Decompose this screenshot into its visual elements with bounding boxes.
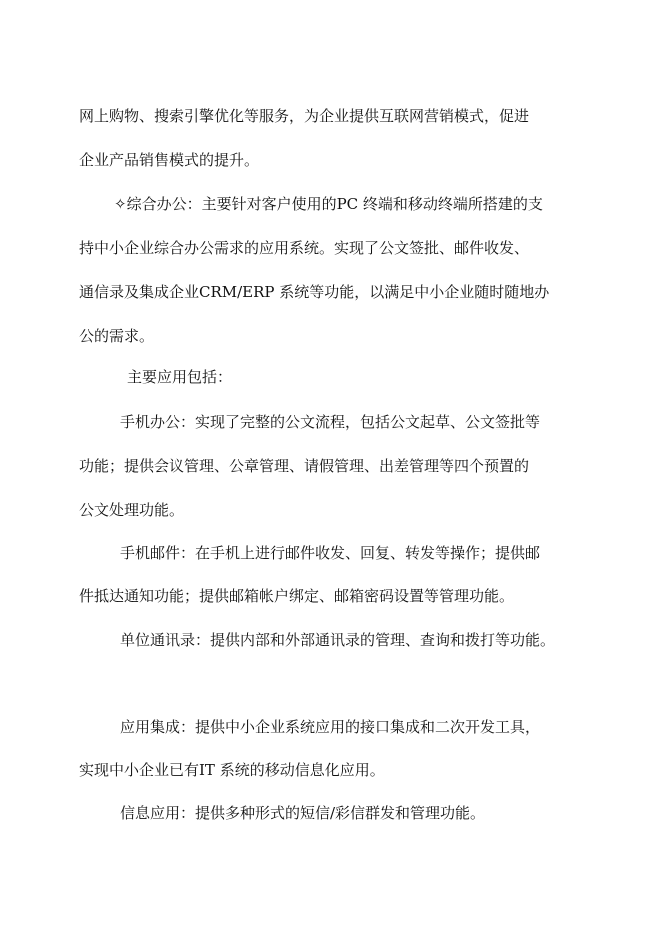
text-line: 网上购物、搜索引擎优化等服务，为企业提供互联网营销模式，促进 xyxy=(79,107,530,125)
text-line: ✧综合办公：主要针对客户使用的PC 终端和移动终端所搭建的支 xyxy=(114,195,543,213)
text-line: 应用集成：提供中小企业系统应用的接口集成和二次开发工具， xyxy=(120,718,541,736)
text-line: 功能；提供会议管理、公章管理、请假管理、出差管理等四个预置的 xyxy=(79,457,530,475)
text-line: 持中小企业综合办公需求的应用系统。实现了公文签批、邮件收发、 xyxy=(79,239,530,257)
text-line: 公文处理功能。 xyxy=(79,501,185,519)
text-line: 主要应用包括： xyxy=(127,368,233,386)
text-line: 信息应用：提供多种形式的短信/彩信群发和管理功能。 xyxy=(120,804,486,822)
text-line: 手机办公：实现了完整的公文流程，包括公文起草、公文签批等 xyxy=(120,413,541,431)
text-line: 企业产品销售模式的提升。 xyxy=(79,151,260,169)
text-line: 手机邮件：在手机上进行邮件收发、回复、转发等操作；提供邮 xyxy=(120,544,541,562)
text-line: 件抵达通知功能；提供邮箱帐户绑定、邮箱密码设置等管理功能。 xyxy=(79,587,515,605)
text-line: 公的需求。 xyxy=(79,327,155,345)
text-line: 单位通讯录：提供内部和外部通讯录的管理、查询和拨打等功能。 xyxy=(120,631,556,649)
text-line: 实现中小企业已有IT 系统的移动信息化应用。 xyxy=(79,761,385,779)
text-line: 通信录及集成企业CRM/ERP 系统等功能，以满足中小企业随时随地办 xyxy=(79,283,550,301)
